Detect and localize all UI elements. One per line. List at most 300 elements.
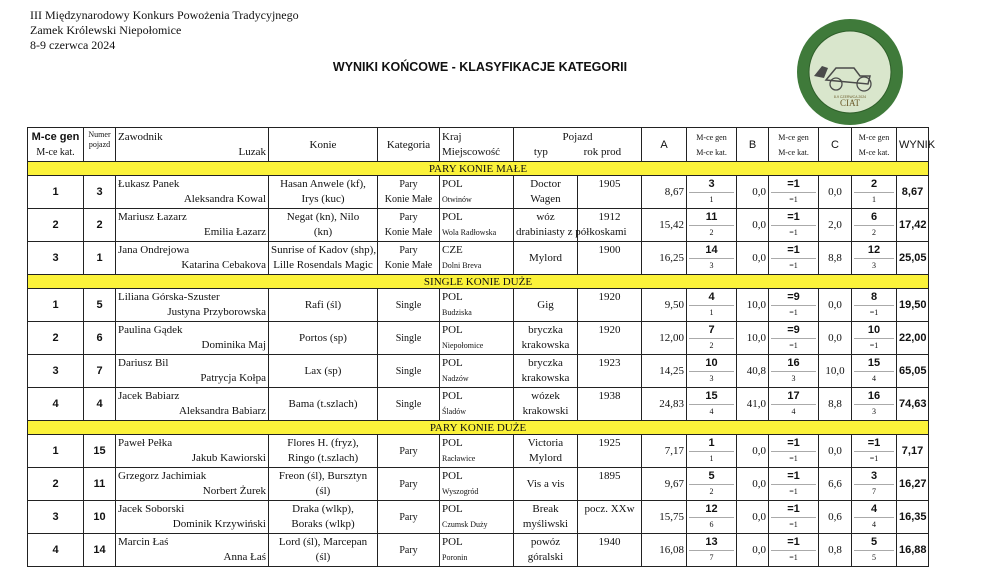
score-b-place-category: =1 <box>789 520 798 530</box>
vehicle-year: 1905 <box>578 176 642 209</box>
category-line1: Pary <box>399 478 418 490</box>
vehicle-number: 15 <box>84 435 116 468</box>
vehicle-number: 2 <box>84 209 116 242</box>
country-cell <box>440 534 514 567</box>
score-a: 24,83 <box>642 388 687 421</box>
score-b-place-category: =1 <box>789 195 798 205</box>
score-c: 0,0 <box>819 322 852 355</box>
groom-name: Patrycja Kołpa <box>200 372 266 384</box>
vehicle-number: 7 <box>84 355 116 388</box>
score-a-place-general: 15 <box>689 389 734 405</box>
score-a-places <box>687 501 737 534</box>
score-a-places <box>687 289 737 322</box>
score-a-place-category: 1 <box>709 454 714 464</box>
vehicle-type-cell <box>514 534 578 567</box>
horses-line1: Bama (t.szlach) <box>288 397 358 410</box>
score-b: 0,0 <box>737 468 769 501</box>
score-a-place-general: 5 <box>689 469 734 485</box>
driver-cell <box>116 242 269 275</box>
table-row <box>28 435 983 468</box>
svg-text:CIAT: CIAT <box>840 98 860 108</box>
country-cell <box>440 388 514 421</box>
vehicle-type-cell <box>514 468 578 501</box>
horses-cell <box>269 501 378 534</box>
country-cell <box>440 322 514 355</box>
event-seal-logo <box>796 18 904 126</box>
vehicle-type-cell <box>514 176 578 209</box>
col-a-places: M-ce gen M-ce kat. <box>687 128 737 162</box>
score-a-place-category: 4 <box>709 407 714 417</box>
category-line1: Pary <box>399 544 418 556</box>
score-b-places <box>769 289 819 322</box>
place-general: 3 <box>28 501 84 534</box>
groom-name: Katarina Cebakova <box>181 259 266 271</box>
score-c-place-general: 5 <box>854 535 894 551</box>
score-a-place-category: 3 <box>709 374 714 384</box>
score-a-places <box>687 209 737 242</box>
vehicle-type-line1: Mylord <box>529 251 562 264</box>
driver-name: Grzegorz Jachimiak <box>118 470 207 482</box>
category-line1: Pary <box>399 511 418 523</box>
score-b-place-general: =1 <box>771 210 816 226</box>
score-a: 14,25 <box>642 355 687 388</box>
place-general: 3 <box>28 242 84 275</box>
score-a-place-general: 12 <box>689 502 734 518</box>
driver-name: Paulina Gądek <box>118 324 183 336</box>
final-result: 16,35 <box>897 501 929 534</box>
category-line1: Single <box>395 332 422 344</box>
section-header <box>28 275 983 289</box>
vehicle-type-line2: góralski <box>527 551 564 563</box>
score-c-place-general: 16 <box>854 389 894 405</box>
horses-cell <box>269 289 378 322</box>
groom-name: Dominik Krzywiński <box>172 518 266 530</box>
section-header <box>28 421 983 435</box>
horses-cell <box>269 534 378 567</box>
driver-name: Jana Ondrejowa <box>118 244 190 256</box>
vehicle-number: 4 <box>84 388 116 421</box>
section-title: PARY KONIE MAŁE <box>28 162 929 176</box>
final-result: 17,42 <box>897 209 929 242</box>
vehicle-type-cell <box>514 322 578 355</box>
vehicle-type-cell <box>514 242 578 275</box>
horses-line1: Flores H. (fryz), <box>287 437 359 449</box>
table-row <box>28 176 983 209</box>
category-line1: Single <box>395 299 422 311</box>
score-b-place-general: =9 <box>771 290 816 306</box>
score-b: 41,0 <box>737 388 769 421</box>
col-b-places: M-ce gen M-ce kat. <box>769 128 819 162</box>
country-cell <box>440 176 514 209</box>
horses-line2: (śl) <box>315 485 331 497</box>
driver-name: Mariusz Łazarz <box>118 211 187 223</box>
country: POL <box>442 437 463 449</box>
driver-name: Łukasz Panek <box>118 178 180 190</box>
score-a: 15,42 <box>642 209 687 242</box>
category-line1: Pary <box>399 245 418 256</box>
horses-cell <box>269 435 378 468</box>
score-a-place-general: 4 <box>689 290 734 306</box>
score-c: 6,6 <box>819 468 852 501</box>
category-cell <box>378 289 440 322</box>
vehicle-type-line1: wózek <box>531 390 560 402</box>
category-line1: Pary <box>399 179 418 190</box>
score-c-place-category: 5 <box>872 553 877 563</box>
score-a: 16,25 <box>642 242 687 275</box>
country: POL <box>442 357 463 369</box>
score-b: 40,8 <box>737 355 769 388</box>
category-cell <box>378 388 440 421</box>
score-a-place-category: 1 <box>709 195 714 205</box>
score-c-place-general: 3 <box>854 469 894 485</box>
category-line1: Single <box>395 398 422 410</box>
vehicle-type-cell <box>514 355 578 388</box>
score-c-place-category: 2 <box>872 228 877 238</box>
score-c: 0,0 <box>819 289 852 322</box>
horses-line2: Ringo (t.szlach) <box>287 452 359 464</box>
country-cell <box>440 501 514 534</box>
category-line1: Single <box>395 365 422 377</box>
vehicle-year: 1923 <box>578 355 642 388</box>
vehicle-type-cell <box>514 435 578 468</box>
table-row <box>28 355 983 388</box>
horses-cell <box>269 355 378 388</box>
score-a-place-general: 13 <box>689 535 734 551</box>
groom-name: Jakub Kawiorski <box>191 452 266 464</box>
event-date: 8-9 czerwca 2024 <box>30 38 116 52</box>
horses-cell <box>269 242 378 275</box>
country-cell <box>440 209 514 242</box>
vehicle-type-line2: Wagen <box>530 193 561 205</box>
category-cell <box>378 501 440 534</box>
category-line1: Pary <box>399 212 418 223</box>
place-general: 1 <box>28 176 84 209</box>
score-b-places <box>769 176 819 209</box>
score-a-place-category: 2 <box>709 487 714 497</box>
vehicle-number: 1 <box>84 242 116 275</box>
final-result: 22,00 <box>897 322 929 355</box>
horses-line1: Hasan Anwele (kf), <box>280 178 366 190</box>
score-c: 0,0 <box>819 435 852 468</box>
score-c-place-category: 1 <box>872 195 877 205</box>
groom-name: Emilia Łazarz <box>204 226 266 238</box>
horses-cell <box>269 468 378 501</box>
horses-line1: Portos (sp) <box>299 331 347 344</box>
country: POL <box>442 324 463 336</box>
vehicle-year: 1925 <box>578 435 642 468</box>
header-row <box>28 128 983 162</box>
groom-name: Dominika Maj <box>201 339 266 351</box>
score-c-places <box>852 355 897 388</box>
vehicle-type-line1: wóz <box>536 211 555 223</box>
col-c: C <box>819 128 852 162</box>
score-a-place-general: 7 <box>689 323 734 339</box>
horses-line2: (śl) <box>315 551 331 563</box>
place-general: 1 <box>28 435 84 468</box>
score-a-place-category: 6 <box>709 520 714 530</box>
vehicle-type-line1: powóz <box>530 536 561 548</box>
score-c-place-category: 3 <box>872 407 877 417</box>
score-c-place-general: 4 <box>854 502 894 518</box>
score-a: 9,67 <box>642 468 687 501</box>
score-c: 0,6 <box>819 501 852 534</box>
vehicle-year: 1895 <box>578 468 642 501</box>
town: Poronin <box>442 553 468 562</box>
place-general: 4 <box>28 534 84 567</box>
table-row <box>28 388 983 421</box>
vehicle-type-line2: myśliwski <box>522 518 569 530</box>
col-kraj: Kraj Miejscowość <box>440 128 514 162</box>
final-result: 19,50 <box>897 289 929 322</box>
score-a-places <box>687 388 737 421</box>
category-cell <box>378 322 440 355</box>
score-b-place-general: =1 <box>771 243 816 259</box>
horses-line1: Rafi (śl) <box>304 298 342 311</box>
score-c-place-category: =1 <box>869 308 879 318</box>
score-b-place-category: 3 <box>791 374 796 384</box>
driver-cell <box>116 534 269 567</box>
score-b: 10,0 <box>737 289 769 322</box>
score-b-places <box>769 501 819 534</box>
score-b-places <box>769 242 819 275</box>
section-header <box>28 162 983 176</box>
final-result: 7,17 <box>897 435 929 468</box>
category-cell <box>378 355 440 388</box>
score-b-places <box>769 435 819 468</box>
country: POL <box>442 211 463 223</box>
table-row <box>28 534 983 567</box>
horses-line1: Freon (śl), Bursztyn <box>278 470 368 482</box>
score-b-places <box>769 388 819 421</box>
vehicle-year: pocz. XXw <box>578 501 642 534</box>
score-c: 8,8 <box>819 388 852 421</box>
score-b-places <box>769 468 819 501</box>
col-konie: Konie <box>269 128 378 162</box>
vehicle-year: 1912 <box>578 209 642 242</box>
category-line2: Konie Małe <box>384 194 433 205</box>
country: POL <box>442 536 463 548</box>
vehicle-number: 3 <box>84 176 116 209</box>
vehicle-type-line2: Mylord <box>529 452 562 464</box>
page-title: WYNIKI KOŃCOWE - KLASYFIKACJE KATEGORII <box>332 60 628 74</box>
vehicle-year: 1940 <box>578 534 642 567</box>
horses-line1: Negat (kn), Nilo <box>286 211 360 223</box>
score-b: 0,0 <box>737 209 769 242</box>
driver-name: Dariusz Bil <box>118 357 169 369</box>
score-a-places <box>687 468 737 501</box>
col-b: B <box>737 128 769 162</box>
category-cell <box>378 209 440 242</box>
score-b-places <box>769 355 819 388</box>
score-b: 0,0 <box>737 534 769 567</box>
score-b-place-general: =9 <box>771 323 816 339</box>
vehicle-type-line1: Victoria <box>527 437 564 449</box>
final-result: 74,63 <box>897 388 929 421</box>
score-c: 2,0 <box>819 209 852 242</box>
table-row <box>28 289 983 322</box>
groom-name: Anna Łaś <box>223 551 266 563</box>
score-c-places <box>852 501 897 534</box>
score-c: 0,8 <box>819 534 852 567</box>
score-b-place-general: =1 <box>771 469 816 485</box>
score-a: 8,67 <box>642 176 687 209</box>
horses-line1: Sunrise of Kadov (shp), <box>271 244 377 256</box>
town: Czumsk Duży <box>442 520 488 529</box>
results-table <box>27 127 983 567</box>
country: POL <box>442 390 463 402</box>
score-c-places <box>852 209 897 242</box>
score-b-places <box>769 534 819 567</box>
score-b-place-category: =1 <box>789 308 798 318</box>
score-c-place-general: 8 <box>854 290 894 306</box>
col-zawodnik: Zawodnik Luzak <box>116 128 269 162</box>
country: POL <box>442 470 463 482</box>
category-line2: Konie Małe <box>384 227 433 238</box>
score-b-place-category: =1 <box>789 487 798 497</box>
town: Wyszogród <box>442 487 479 496</box>
score-c-places <box>852 468 897 501</box>
score-c-places <box>852 388 897 421</box>
vehicle-year: 1900 <box>578 242 642 275</box>
place-general: 4 <box>28 388 84 421</box>
score-b-place-general: =1 <box>771 502 816 518</box>
driver-cell <box>116 468 269 501</box>
horses-cell <box>269 209 378 242</box>
town: Budziska <box>442 308 472 317</box>
final-result: 8,67 <box>897 176 929 209</box>
country-cell <box>440 435 514 468</box>
score-b: 10,0 <box>737 322 769 355</box>
driver-cell <box>116 388 269 421</box>
score-a: 12,00 <box>642 322 687 355</box>
country: POL <box>442 178 463 190</box>
col-pojazd: Pojazd typ rok prod <box>514 128 642 162</box>
score-a: 9,50 <box>642 289 687 322</box>
vehicle-type-line2: krakowska <box>521 339 570 351</box>
country: CZE <box>442 244 463 256</box>
horses-line1: Lax (sp) <box>304 364 342 377</box>
table-row <box>28 501 983 534</box>
score-b-place-general: =1 <box>771 177 816 193</box>
groom-name: Aleksandra Kowal <box>183 193 266 205</box>
score-b: 0,0 <box>737 242 769 275</box>
score-a-place-general: 11 <box>689 210 734 226</box>
vehicle-number: 14 <box>84 534 116 567</box>
col-numer: Numer pojazd <box>84 128 116 162</box>
score-c-place-general: 10 <box>854 323 894 339</box>
section-title: PARY KONIE DUŻE <box>28 421 929 435</box>
score-c-places <box>852 435 897 468</box>
category-cell <box>378 435 440 468</box>
score-b-place-category: =1 <box>789 228 798 238</box>
table-row <box>28 468 983 501</box>
score-b-places <box>769 322 819 355</box>
horses-line1: Draka (wlkp), <box>292 503 354 515</box>
score-a-place-category: 1 <box>709 308 714 318</box>
score-c: 10,0 <box>819 355 852 388</box>
country-cell <box>440 242 514 275</box>
vehicle-number: 10 <box>84 501 116 534</box>
groom-name: Aleksandra Babiarz <box>178 405 266 417</box>
vehicle-type-line1: Doctor <box>530 178 561 190</box>
score-b-place-category: =1 <box>789 553 798 563</box>
score-c-place-category: =1 <box>869 341 879 351</box>
vehicle-type-line2: drabiniasty z półkoskami <box>516 226 627 238</box>
score-a: 7,17 <box>642 435 687 468</box>
score-a-places <box>687 322 737 355</box>
horses-line1: Lord (śl), Marcepan <box>278 536 368 548</box>
horses-line2: (kn) <box>313 226 333 238</box>
col-kategoria: Kategoria <box>378 128 440 162</box>
category-cell <box>378 242 440 275</box>
driver-cell <box>116 176 269 209</box>
score-c-place-general: =1 <box>854 436 894 452</box>
score-a-places <box>687 435 737 468</box>
horses-cell <box>269 322 378 355</box>
score-b: 0,0 <box>737 435 769 468</box>
score-b-place-category: 4 <box>791 407 796 417</box>
col-mce: M-ce gen M-ce kat. <box>28 128 84 162</box>
place-general: 2 <box>28 209 84 242</box>
score-a-place-general: 1 <box>689 436 734 452</box>
score-c-places <box>852 322 897 355</box>
vehicle-type-line1: Break <box>532 503 559 515</box>
score-a-place-category: 7 <box>709 553 714 563</box>
section-title: SINGLE KONIE DUŻE <box>28 275 929 289</box>
category-line2: Konie Małe <box>384 260 433 271</box>
score-c-places <box>852 176 897 209</box>
score-c-place-general: 12 <box>854 243 894 259</box>
vehicle-type-cell <box>514 388 578 421</box>
vehicle-type-line1: bryczka <box>528 324 563 336</box>
score-c-place-category: 4 <box>872 374 877 384</box>
event-venue: Zamek Królewski Niepołomice <box>30 23 182 37</box>
final-result: 16,27 <box>897 468 929 501</box>
score-a-place-general: 10 <box>689 356 734 372</box>
score-c-places <box>852 242 897 275</box>
score-b: 0,0 <box>737 501 769 534</box>
final-result: 65,05 <box>897 355 929 388</box>
score-c-places <box>852 289 897 322</box>
driver-name: Liliana Górska-Szuster <box>118 291 220 303</box>
score-c-place-category: 7 <box>872 487 877 497</box>
driver-name: Marcin Łaś <box>118 536 169 548</box>
vehicle-type-line1: Gig <box>537 298 554 311</box>
place-general: 3 <box>28 355 84 388</box>
place-general: 2 <box>28 322 84 355</box>
country-cell <box>440 355 514 388</box>
score-a-place-category: 3 <box>709 261 714 271</box>
vehicle-year: 1920 <box>578 322 642 355</box>
driver-cell <box>116 435 269 468</box>
score-b-place-general: =1 <box>771 535 816 551</box>
event-header <box>30 8 299 53</box>
driver-cell <box>116 501 269 534</box>
score-a-places <box>687 242 737 275</box>
table-row <box>28 242 983 275</box>
vehicle-type-line2: krakowski <box>522 405 569 417</box>
score-c-place-general: 2 <box>854 177 894 193</box>
category-line1: Pary <box>399 445 418 457</box>
category-cell <box>378 468 440 501</box>
vehicle-type-line2: krakowska <box>521 372 570 384</box>
score-a-place-category: 2 <box>709 228 714 238</box>
score-c-place-general: 15 <box>854 356 894 372</box>
final-result: 25,05 <box>897 242 929 275</box>
score-a-place-general: 14 <box>689 243 734 259</box>
final-result: 16,88 <box>897 534 929 567</box>
driver-cell <box>116 209 269 242</box>
